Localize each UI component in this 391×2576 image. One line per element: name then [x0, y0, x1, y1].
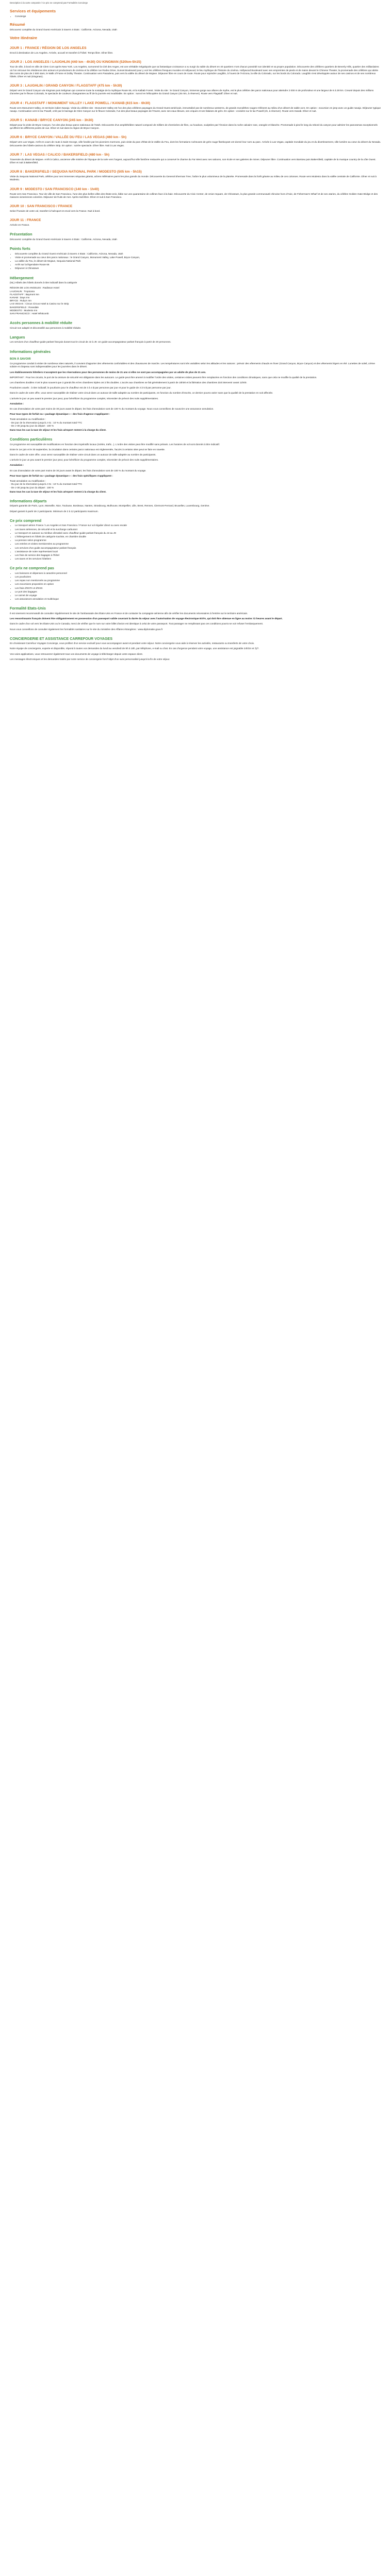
- infos-p4: Les chambres doubles n'ont le plus souvent que 2 grands lits et les chambres triples ont 2 lits doubles. L'accès aux chambres se fait généralement à partir de 15h00 et la libération des chambres doit intervenir avant 11h00.: [10, 381, 247, 384]
- day-text: Route vers Monument Valley, en territoire indien Navajo. Visite du célèbre site : Monument Valley est l'un des plus célèbres paysages du Grand Ouest américain, immortalisé par de nombreux westerns, de grands monolithes rouges s'élèvent au milieu d'un désert de sable ocre. En option : excursion en jeep avec un guide navajo. Déjeuner typique navajo. Continuation vers le lac Powell, créé par le barrage de Glen Canyon sur le fleuve Colorado, l'un des plus beaux paysages de l'Ouest, avec ses eaux bleues, ses criques et ses falaises de grès. En option : croisière sur le lac Powell (1h, à réserver). Route vers Kanab. Dîner et nuit.: [10, 106, 381, 112]
- day-text: Arrivée en France.: [10, 224, 30, 227]
- conciergerie-p2: Notre équipe de conciergerie, experte et disponible, répond à toutes vos demandes du lundi au vendredi de 9h à 18h, par téléphone, e-mail ou chat. En cas d'urgence pendant votre voyage, une assistance est joignable 24h/24 et 7j/7.: [10, 647, 259, 650]
- formalites-p3: Dans le cadre d'un vol vers les États-Unis ou le Canada, merci de vérifier que le nom sur votre billet d'avion est identique à celui de votre passeport. Tout passager ne remplissant pas ces conditions pourra se voir refuser l'embarquement.: [10, 622, 264, 625]
- day-title: JOUR 6 : BRYCE CANYON / VALLÉE DU FEU / LAS VEGAS (460 km - 5h): [10, 135, 127, 140]
- hebergement-intro: (NL) Hôtels des hôtels donnés à titre indicatif dans la catégorie: [10, 281, 77, 284]
- infos-taxes-item: Toute annulation ou modification :: [10, 418, 46, 421]
- points-forts-title: Points forts: [10, 246, 30, 251]
- presentation-title: Présentation: [10, 232, 32, 237]
- day-block: [10, 204, 381, 213]
- infos-taxes-item: - De J-30 jusqu'au jour du départ : 100 %: [10, 424, 54, 427]
- conditions-p2: Entre le 1er juin et le 30 septembre, la circulation dans certains parcs nationaux est réglementée, l'accès à certains sites peut se faire en navette.: [10, 448, 166, 451]
- conditions-taxes-note: Dans tous les cas la taxe de séjour et les frais aéroport restent à la charge du client.: [10, 490, 107, 493]
- prix-comprend-item: • La pension selon programme: [15, 539, 381, 542]
- prix-ne-comprend-item: • Le port des bagages: [15, 590, 381, 594]
- day-block: [10, 83, 381, 95]
- service-item: • Concierge: [15, 15, 381, 18]
- prix-comprend-item: • Les services d'un guide accompagnateur parlant français: [15, 547, 381, 550]
- infos-annulation-text: En cas d'annulation de votre part moins de 30 jours avant le départ, les frais d'annulation sont de 100 % du montant du voyage. Nous vous conseillons de souscrire une assurance annulation.: [10, 407, 214, 410]
- day-text: Envol à destination de Los Angeles. Arrivée, accueil et transfert à l'hôtel. Temps libre. Dîner libre.: [10, 52, 113, 55]
- infos-p6: Dans le cadre de votre offre, vous serez susceptible de réaliser votre circuit dans un autocar de taille adaptée au nombre de participants, en fonction du nombre d'inscrits, ce dernier pourra varier sans que la qualité de la prestation en soit affectée.: [10, 392, 273, 395]
- prix-ne-comprend-item: • Les boissons et dépenses à caractère personnel: [15, 572, 381, 575]
- langues-title: Langues: [10, 334, 25, 340]
- prix-comprend-item: • Les entrées et visites mentionnées au programme: [15, 543, 381, 546]
- conciergerie-p1: En choisissant Carrefour Voyages Concierge, vous profitez d'un service exclusif pour vous accompagner avant et pendant votre séjour. Notre conciergerie vous aide à réserver les activités, restaurants ou transferts de votre choix.: [10, 642, 255, 645]
- depart-p1: Départs garantis de Paris, Lyon, Marseille, Nice, Toulouse, Bordeaux, Nantes, Strasbourg, Mulhouse, Montpellier, Lille, Brest, Rennes, Clermont-Ferrand, Bruxelles, Luxembourg, Genève.: [10, 504, 210, 507]
- resume-title: Résumé: [10, 22, 25, 27]
- acces-text: Circuit non adapté et déconseillé aux personnes à mobilité réduite.: [10, 326, 82, 329]
- conditions-annulation-text: En cas d'annulation de votre part moins de 30 jours avant le départ, les frais d'annulation sont de 100 % du montant du voyage.: [10, 469, 146, 472]
- prix-comprend-item: • Le transport en autocar ou minibus climatisé avec chauffeur-guide parlant français du J2 au J9: [15, 532, 381, 535]
- resume-text: Découvrez complète du Grand Ouest Américain à travers 4 Etats : Californie, Arizona, Nevada, Utah: [10, 28, 117, 31]
- infos-p2: Les établissements hôteliers n'acceptent que les réservations pour des personnes de moins de 21 ans si elles ne sont pas accompagnées par un adulte de plus de 21 ans.: [10, 370, 206, 374]
- conciergerie-p3: Vos voies applicatives, vous retrouverez également tous vos documents de voyage à télécharger depuis votre espace client.: [10, 652, 143, 655]
- prix-comprend-title: Ce prix comprend: [10, 518, 42, 523]
- day-block: [10, 46, 381, 55]
- hebergement-list: [10, 286, 381, 315]
- day-title: JOUR 4 : FLAGSTAFF / MONUMENT VALLEY / LAKE POWELL / KANAB (615 km - 6h30): [10, 101, 151, 105]
- hotel-item: BRYCE : Ruby's Inn: [10, 299, 31, 302]
- day-title: JOUR 8 : BAKERSFIELD / SEQUOIA NATIONAL PARK / MODESTO (505 km - 5h15): [10, 170, 142, 174]
- conciergerie-p4: Les messages électroniques et les demandes traités par notre service de conciergerie font l'objet d'un suivi personnalisé jusqu'à la fin de votre séjour.: [10, 657, 170, 660]
- conciergerie-title: CONCIERGERIE ET ASSISTANCE CARREFOUR VOYAGES: [10, 636, 113, 641]
- day-text: Visite du Sequoia National Park, célèbre pour ses immenses séquoias géants, arbres millénaires parmi les plus grands du monde. Découverte du General Sherman Tree, l'arbre le plus volumineux de la planète. Promenade dans la forêt géante au milieu de ces colosses. Route vers Modesto dans la vallée centrale de Californie. Dîner et nuit à Modesto.: [10, 175, 377, 181]
- itinerary-days: [10, 46, 381, 227]
- prix-ne-comprend-title: Ce prix ne comprend pas: [10, 566, 54, 571]
- prix-comprend-item: • Les taxes aériennes, de sécurité et la surcharge carburant: [15, 528, 381, 531]
- depart-title: Informations départs: [10, 498, 47, 503]
- day-title: JOUR 2 : LOS ANGELES / LAUGHLIN (440 km - 4h30) OU KINGMAN (520km-5h15): [10, 60, 141, 64]
- prix-comprend-item: • L'hébergement en hôtels de catégorie touriste, en chambre double: [15, 535, 381, 538]
- conditions-annulation-title: Annulation :: [10, 464, 24, 467]
- acces-title: Accès personnes à mobilité réduite: [10, 320, 73, 326]
- conditions-taxes-item: - Du jour de la réservation jusqu'à J-31 : 10 % du montant total TTC: [10, 483, 83, 486]
- prix-comprend-item: • Les frais de service des bagages à l'hôtel: [15, 554, 381, 557]
- day-title: JOUR 10 : SAN FRANCISCO / FRANCE: [10, 205, 73, 209]
- page: [10, 0, 381, 679]
- points-forts-item: • Découverte complète du Grand Ouest Américain à travers 4 Etats : Californie, Arizona, Nevada, Utah: [15, 252, 381, 256]
- infos-taxes-item: - De jour de la réservation jusqu'à J-31 : 10 % du montant total TTC: [10, 421, 83, 424]
- conditions-p4: L'arrivée le jour un peu avant le premier jour peut, pour bénéficier du programme complet, nécessiter de prévoir des nuits supplémentaires.: [10, 459, 159, 462]
- infos-p3: IMPORTANT : Pour les circuits, le port de la ceinture de sécurité est obligatoire dans les autocars. Le guide peut être amené à modifier l'ordre des visites, certaines visites peuvent être remplacées en fonction des conditions climatiques, sans que cela ne modifie la qualité de la prestation.: [10, 376, 317, 379]
- day-title: JOUR 11 : FRANCE: [10, 218, 41, 223]
- day-text: Tour de ville, à bord en ville de Clem Com après New York. Los Angeles, surnommé la Cité des Anges, est une véritable mégalopole que sa fantastique croissance a vu surgir du sable du désert en 40 quartiers n'ont chacun possédé son identité et sa propre population. Découverte des célèbres quartiers de Beverly Hills, quartier des milliardaires où l'on retrouve les résidences des acteurs et producteurs de cinéma et la célèbre rue Rodeo Drive, Sunset Boulevard pour y voir les célèbres fresques murales et Hollywood, le lieu mythique de l'histoire du cinéma. Hollywood Boulevard avec ses empreintes de pieds et de mains devant le Chinese Theater, la promenade des célèbres qui abrite des noms de plus de 2 500 stars, le Walk of Fame et Dolby Theatre. Continuation vers Pasadena, puis vers la vallée du désert de Mojave. Déjeuner libre en cours de route. Route pour rejoindre Laughlin, à l'ouest de l'Arizona, la ville du Colorado, sur les bords du Colorado. Laughlin s'est développée autour de ses casinos et de ses nombreux hôtels. Dîner et nuit (Kingman).: [10, 65, 379, 78]
- formalites-p4: Nous vous conseillons de consulter également les formalités sanitaires sur le site du ministère des Affaires étrangères : www.diplomatie.gouv.fr: [10, 628, 163, 631]
- day-title: JOUR 1 : FRANCE / RÉGION DE LOS ANGELES: [10, 46, 87, 50]
- prix-ne-comprend-item: • Les assurances annulation et multirisque: [15, 598, 381, 601]
- presentation-text: Découvrez complète du Grand Ouest Américain à travers 4 Etats : Californie, Arizona, Nevada, Utah: [10, 238, 117, 241]
- hotel-item: LAS VEGAS : Circus Circus Hotel & Casino sur le Strip: [10, 302, 69, 306]
- prix-comprend-item: • Les taxes et les services hôteliers: [15, 557, 381, 561]
- hotel-item: FLAGSTAFF : Baymont Inn: [10, 293, 39, 296]
- infos-title: Informations générales: [10, 349, 51, 354]
- langues-text: Les services d'un chauffeur-guide parlant français durant tout le circuit de J2 à J9. Un guide accompagnateur parlant français à partir de 20 personnes.: [10, 341, 171, 344]
- prix-ne-comprend-item: • Les frais d'ESTA et d'ESS: [15, 587, 381, 590]
- formalites-title: Formalité Etats-Unis: [10, 606, 46, 611]
- infos-annulation-title: Annulation :: [10, 402, 24, 405]
- points-forts-item: • Visite et promenade au cœur des parcs nationaux : le Grand Canyon, Monument Valley, Lake Powell, Bryce Canyon,: [15, 256, 381, 259]
- day-text: Départ pour la visite de Bryce Canyon, l'un des plus beaux parcs nationaux de l'Utah. Découverte d'un amphithéâtre naturel composé de milliers de cheminées de fées, ou hoodoos, sculptées par l'érosion dans la roche calcaire rose, orangée et blanche. Promenade à pied le long du rebord du canyon pour admirer les panoramas exceptionnels qu'offrent les différents points de vue. Dîner et nuit dans la région de Bryce Canyon.: [10, 124, 378, 130]
- day-block: [10, 135, 381, 147]
- points-forts-item: • Arrêt sur la légendaire Route 66: [15, 263, 381, 266]
- formalites-p2: Les ressortissants français doivent être obligatoirement en possession d'un passeport valide couvrant la durée du séjour avec l'autorisation de voyage électronique ESTA, qui doit être obtenue en ligne au moins 72 heures avant le départ.: [10, 617, 283, 620]
- conditions-p3: Dans le cadre de votre offre, vous serez susceptible de réaliser votre circuit dans un autocar de taille adaptée au nombre de participants.: [10, 453, 156, 456]
- points-forts-list: [10, 252, 381, 270]
- infos-p5: Pourboires usuels : à titre indicatif, le pourboire pour le chauffeur est de 3 à 4 $ par personne par jour et pour le guide de 4 à 5 $ par personne par jour.: [10, 386, 171, 389]
- day-title: JOUR 7 : LAS VEGAS / CALICO / BAKERSFIELD (480 km - 5h): [10, 152, 110, 157]
- infos-p1: Ce programme conduit à visiter de nombreux sites naturels, il convient d'apporter des vêtements confortables et des chaussures de marche. Les températures sont très variables selon les altitudes et les saisons : prévoir des vêtements chauds en hiver (Grand Canyon, Bryce Canyon) et des vêtements légers en été. Lunettes de soleil, crème solaire et chapeau sont indispensables pour les journées dans le désert.: [10, 362, 376, 368]
- day-text: Route vers San Francisco. Tour de ville de San Francisco, l'une des plus belles villes des États-Unis, bâtie sur une quarantaine de collines face à la baie. Découverte du Civic Center, de Union Square, de Chinatown, la plus grande communauté chinoise hors d'Asie, de Fisherman's Wharf et de ses otaries, du célèbre Golden Gate Bridge et des maisons victoriennes colorées. Déjeuner de fruits de mer. Après-midi libre. Dîner et nuit à San Francisco.: [10, 192, 378, 198]
- points-forts-item: • Déjeuner à Chinatown: [15, 267, 381, 270]
- services-title: Services et équipements: [10, 8, 56, 13]
- day-text: Selon l'horaire de votre vol, transfert à l'aéroport et envol vers la France. Nuit à bord.: [10, 210, 101, 213]
- day-block: [10, 187, 381, 199]
- day-text: Départ vers Las Vegas. Arrêt en cours de route à Saint George, ville fondée par les pionniers mormons, puis visite du parc d'État de la Vallée du Feu, dont les formations rocheuses de grès rouge flamboyant ont donné leur nom au parc. Arrivée à Las Vegas, capitale mondiale du jeu et du divertissement, ville lumière au cœur du désert du Nevada. Découverte des hôtels-casinos du célèbre Strip. En option : soirée spectacle. Dîner libre. Nuit à Las Vegas.: [10, 141, 381, 147]
- prix-ne-comprend-list: [10, 572, 381, 601]
- depart-p2: Départ garanti à partir de 2 participants. Minimum de 2 à 12 participants maximum.: [10, 510, 99, 513]
- prix-comprend-item: • Le transport aérien France / Los Angeles et San Francisco / France sur vol régulier direct ou avec escale: [15, 524, 381, 527]
- hotel-item: LAUGHLIN : Tropicana: [10, 290, 35, 293]
- day-block: [10, 218, 381, 227]
- conditions-title: Conditions particulières: [10, 437, 53, 442]
- day-block: [10, 101, 381, 113]
- hebergement-title: Hébergement: [10, 275, 34, 280]
- services-list: [10, 15, 381, 18]
- infos-taxes-title: Pour tous types de forfait ou « package dynamique » : des frais d'agence s'appliquent :: [10, 413, 110, 416]
- day-title: JOUR 5 : KANAB / BRYCE CANYON (245 km - 3h30): [10, 118, 93, 123]
- prix-ne-comprend-item: • Les excursions proposées en option: [15, 583, 381, 586]
- conditions-taxes-item: Toute annulation ou modification :: [10, 480, 46, 483]
- day-text: Départ vers le Grand Canyon via Kingman puis Seligman qui conserve toute la nostalgie de la mythique Route 66, et la Kaibab Forest. Visite du site : le Grand Canyon, immense gorge aux allures de mythe, est le plus célèbre des parcs nationaux pour atteindre 2 000 m de profondeur et une largeur de 6 à 29 km. Creusé depuis des millions d'années par le fleuve Colorado, le spectacle de couleurs changeantes au fil de la journée est inoubliable. En option : survol en hélicoptère du Grand Canyon (45 min, à réserver). Route vers Flagstaff. Dîner et nuit.: [10, 89, 374, 95]
- hotel-item: SAN FRANCISCO : Hotel Whitcomb: [10, 312, 49, 315]
- formalites-p1: Il est vivement recommandé de consulter régulièrement le site de l'ambassade des États-Unis en France et de contacter la compagnie aérienne afin de vérifier les documents nécessaires à l'entrée sur le territoire américain.: [10, 612, 248, 615]
- bon-a-savoir-title: BON À SAVOIR: [10, 358, 31, 361]
- day-block: [10, 170, 381, 181]
- day-text: Traversée du désert de Mojave. Arrêt à Calico, ancienne ville minière de l'époque de la ruée vers l'argent, aujourd'hui ville fantôme restaurée qui a conservé le charme du Far West avec ses saloons, son école et ses galeries de mines. Déjeuner libre. Continuation vers Barstow puis Bakersfield, capitale de la musique country de la côte Ouest. Dîner et nuit à Bakersfield.: [10, 158, 376, 164]
- infos-p7: L'arrivée le jour un peu avant le premier jour peut, pour bénéficier du programme complet, nécessiter de prévoir des nuits supplémentaires.: [10, 397, 159, 400]
- day-title: JOUR 9 : MODESTO / SAN FRANCISCO (140 km - 1h40): [10, 187, 99, 191]
- prix-comprend-list: [10, 524, 381, 561]
- day-block: [10, 60, 381, 78]
- conditions-p1: Ce programme est susceptible de modifications en fonction des impératifs locaux (météo, trafic...). L'ordre des visites peut être modifié sans préavis. Les horaires de vol sont donnés à titre indicatif.: [10, 443, 220, 446]
- hotel-item: MODESTO : Modesto Inn: [10, 309, 38, 312]
- prix-ne-comprend-item: • Les pourboires: [15, 575, 381, 579]
- itinerary-title: Votre itinéraire: [10, 36, 38, 41]
- prix-ne-comprend-item: • Le carnet de voyage: [15, 594, 381, 597]
- hotel-item: KANAB : Days Inn: [10, 296, 30, 299]
- day-title: JOUR 3 : LAUGHLIN / GRAND CANYON / FLAGSTAFF (475 km - 5h30): [10, 84, 122, 88]
- infos-taxes-note: Dans tous les cas la taxe de séjour et les frais aéroport restent à la charge du client.: [10, 428, 107, 431]
- conditions-taxes-title: Pour tous types de forfait ou « package dynamique » : des frais spécifiques s'appliquent :: [10, 474, 113, 477]
- points-forts-item: • La vallée du Feu, le désert de Mojave, Sequoia National Park: [15, 260, 381, 263]
- prix-ne-comprend-item: • Les repas non mentionnés au programme: [15, 579, 381, 582]
- top-note: Description à la carte composée / Ce prix ne comprend pas Formalités Concierge: [10, 2, 88, 4]
- conditions-taxes-item: - De J-30 jusqu'au jour du départ : 100 %: [10, 486, 54, 489]
- day-block: [10, 118, 381, 130]
- hotel-item: BAKERSFIELD : Rosedale: [10, 306, 39, 309]
- hotel-item: RÉGION DE LOS ANGELES : Radisson Hotel: [10, 286, 59, 290]
- prix-comprend-item: • L'assistance de notre représentant local: [15, 550, 381, 553]
- day-block: [10, 152, 381, 164]
